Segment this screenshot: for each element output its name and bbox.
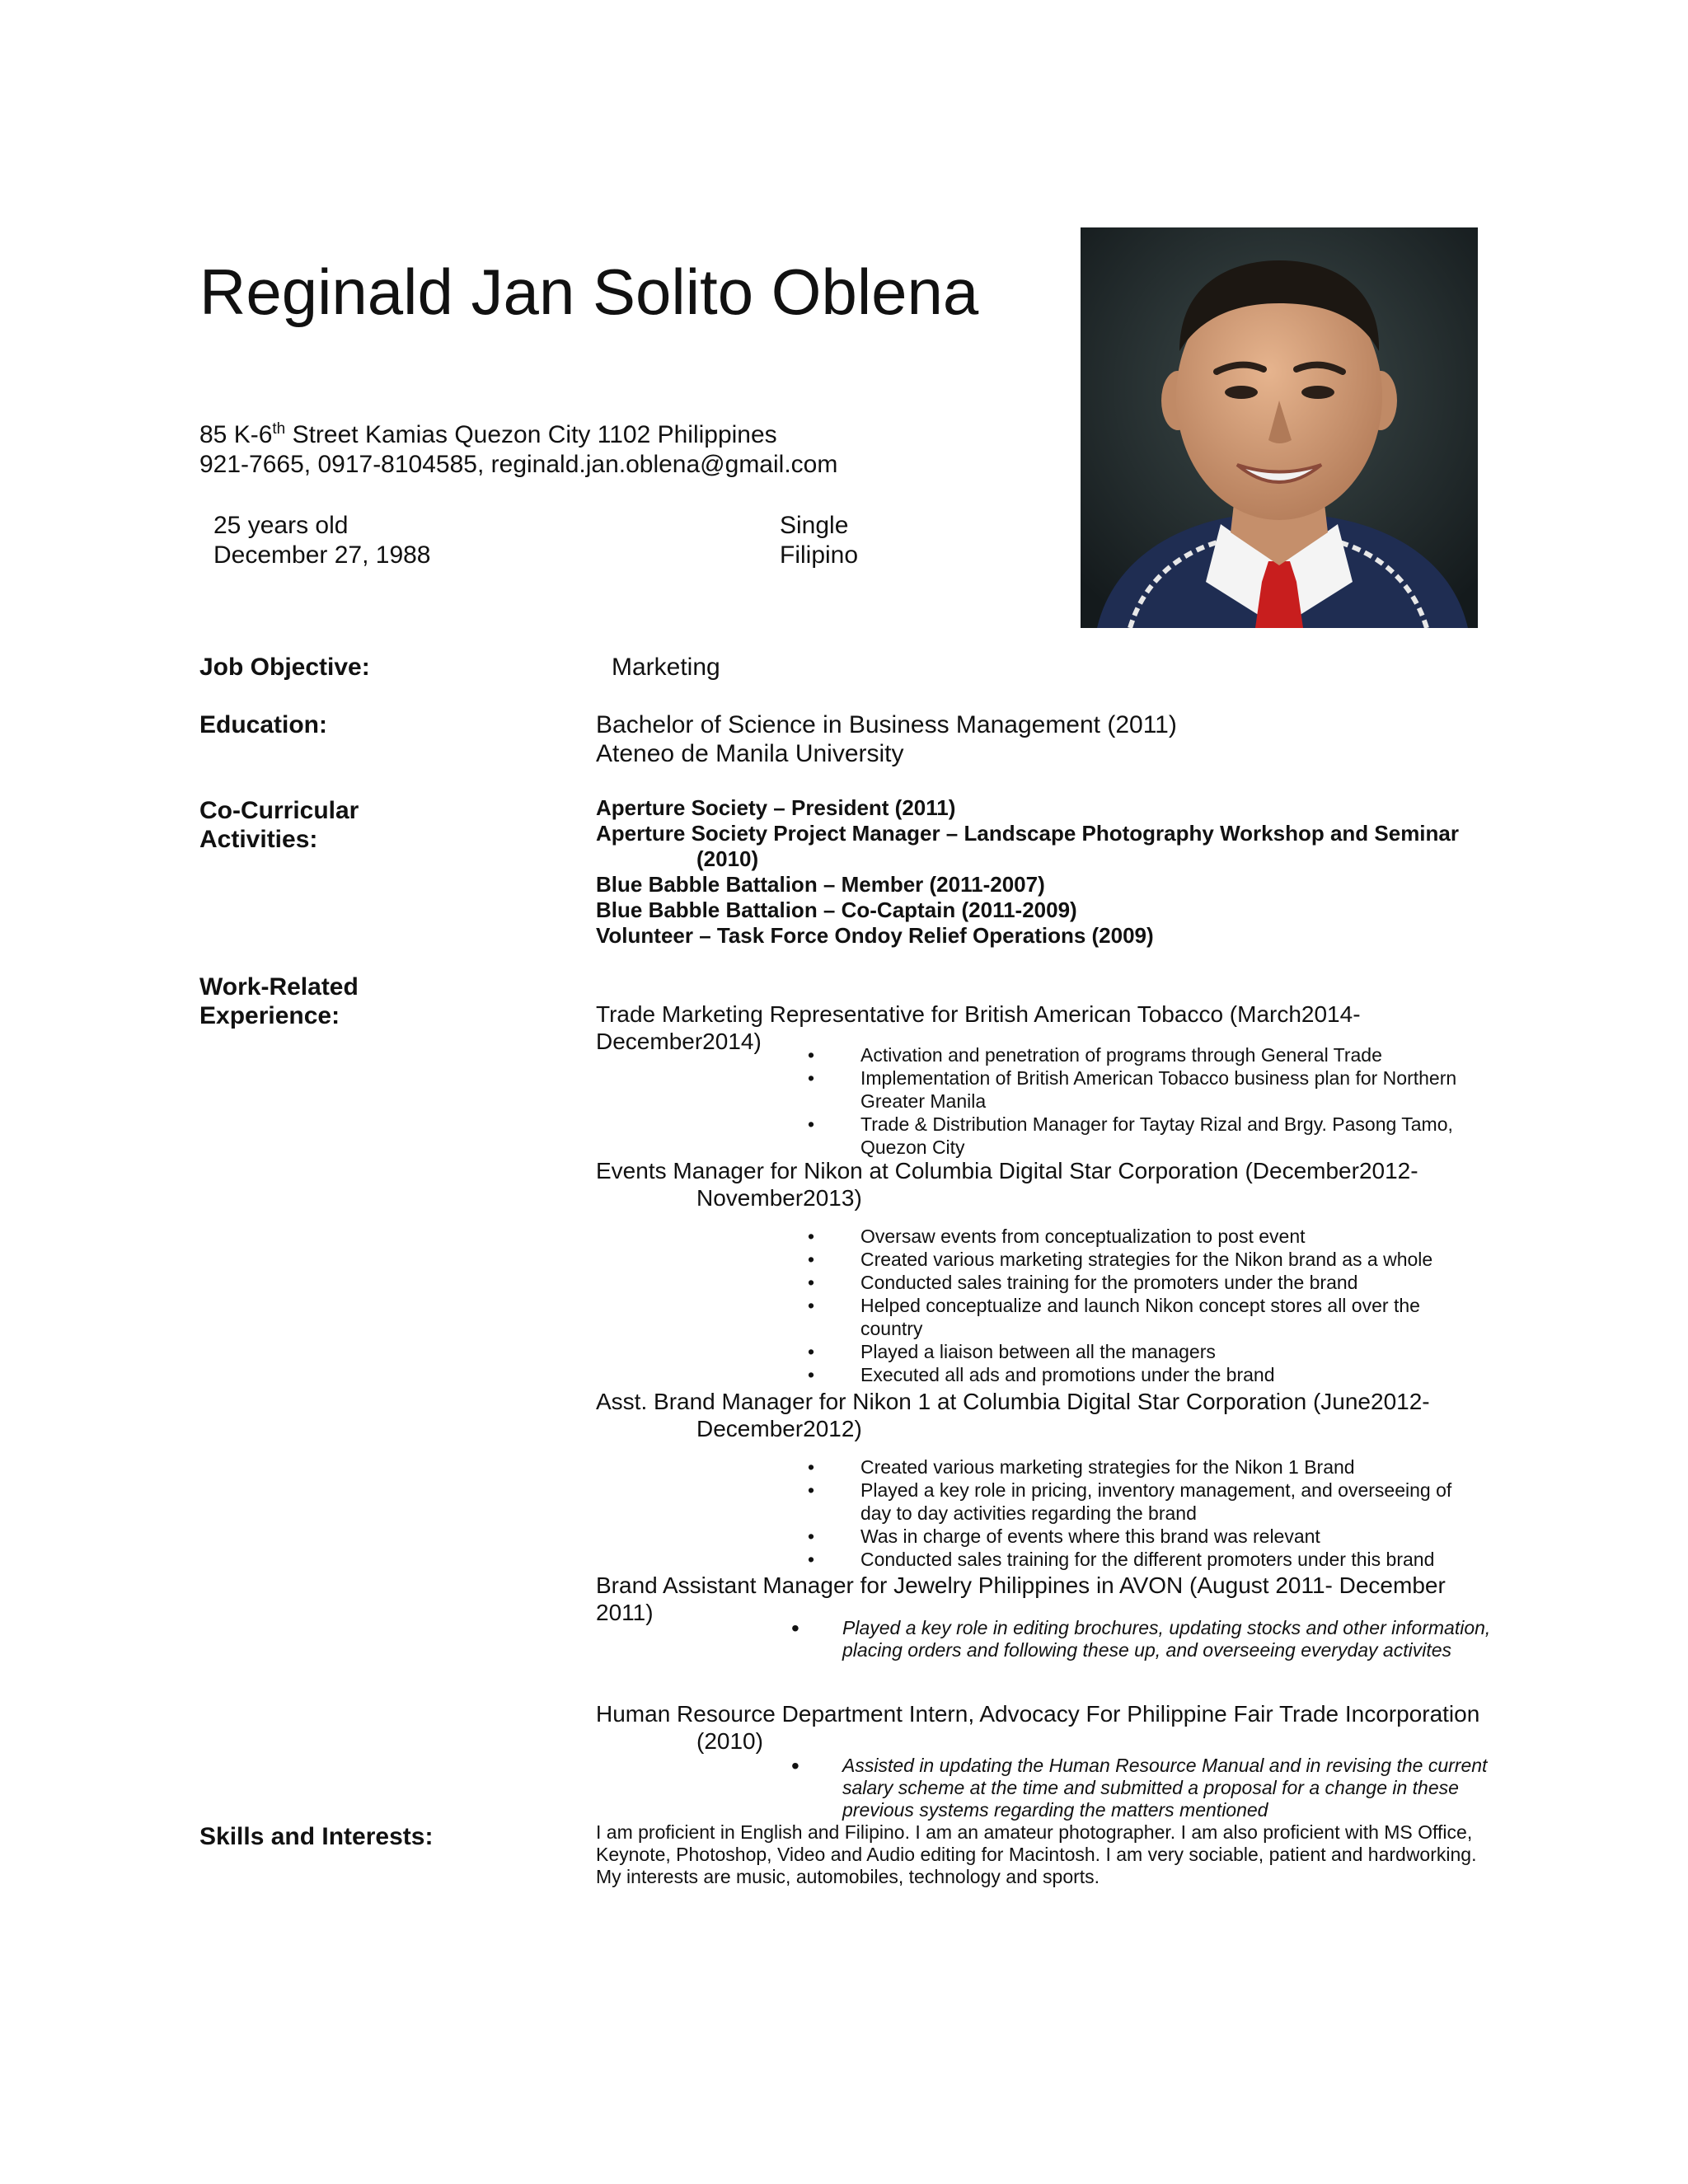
education-block (596, 710, 1177, 768)
job-bullet: • Implementation of British American Tobacco business plan for Northern Greater Manila (806, 1066, 1482, 1113)
job-bullet: • Conducted sales training for the promoters under the brand (806, 1271, 1482, 1294)
address-line: 85 K-6th Street Kamias Quezon City 1102 Philippines (199, 420, 777, 448)
job-bullet: • Oversaw events from conceptualization to post event (806, 1225, 1482, 1248)
job-objective-value: Marketing (612, 654, 720, 681)
job-bullets (806, 1455, 1482, 1571)
profile-photo (1081, 227, 1478, 628)
job-bullet: • Conducted sales training for the different promoters under this brand (806, 1548, 1482, 1571)
cocurricular-item: Aperture Society Project Manager – Landscape Photography Workshop and Seminar (596, 821, 1459, 846)
job-bullet: • Played a liaison between all the managers (806, 1340, 1482, 1363)
label-skills-interests: Skills and Interests: (199, 1823, 434, 1850)
education-school: Ateneo de Manila University (596, 740, 904, 767)
phone-email-line: 921-7665, 0917-8104585, reginald.jan.oblena@gmail.com (199, 451, 838, 478)
birthdate: December 27, 1988 (213, 541, 431, 569)
job-title: Trade Marketing Representative for British American Tobacco (March2014-December2014) (596, 1001, 1361, 1054)
education-degree: Bachelor of Science in Business Management (2011) (596, 711, 1177, 738)
cocurricular-item: Blue Babble Battalion – Co-Captain (2011-2009) (596, 898, 1077, 922)
cocurricular-list (596, 795, 1503, 949)
job-bullets (790, 1755, 1498, 1821)
label-education: Education: (199, 711, 327, 738)
job-bullet: • Assisted in updating the Human Resource Manual and in revising the current salary scheme at the time and submitted a proposal for a change in these previous systems regarding the matters mentioned (790, 1755, 1498, 1821)
job-title: Asst. Brand Manager for Nikon 1 at Columbia Digital Star Corporation (June2012- December2012) (596, 1389, 1430, 1441)
job-bullets (806, 1225, 1482, 1386)
cocurricular-item: Aperture Society – President (2011) (596, 795, 956, 820)
cocurricular-item: Blue Babble Battalion – Member (2011-2007) (596, 872, 1045, 897)
cocurricular-item-cont: (2010) (696, 846, 759, 871)
job-title: Human Resource Department Intern, Advocacy For Philippine Fair Trade Incorporation (2010) (596, 1701, 1480, 1754)
job-bullets (790, 1617, 1498, 1661)
job-bullet: • Created various marketing strategies for the Nikon 1 Brand (806, 1455, 1482, 1479)
job-bullet: • Was in charge of events where this brand was relevant (806, 1525, 1482, 1548)
personal-info-right (780, 511, 858, 570)
personal-info-left (213, 511, 431, 570)
resume-name: Reginald Jan Solito Oblena (199, 255, 979, 328)
job-bullet: • Helped conceptualize and launch Nikon concept stores all over the country (806, 1294, 1482, 1340)
civil-status: Single (780, 512, 849, 539)
label-job-objective: Job Objective: (199, 654, 370, 681)
job-bullet: • Activation and penetration of programs through General Trade (806, 1043, 1482, 1066)
label-work-experience: Work-Related Experience: (199, 973, 359, 1029)
skills-interests-text: I am proficient in English and Filipino. I am an amateur photographer. I am also proficient with MS Office, Keynote, Photoshop, Video and Audio editing for Macintosh. I am very sociable, patient and hardworking. My interests are music, automobiles, technology and sports. (596, 1821, 1477, 1887)
job-bullet: • Played a key role in pricing, inventory management, and overseeing of day to day activities regarding the brand (806, 1479, 1482, 1525)
contact-block (199, 420, 837, 480)
job-bullet: • Executed all ads and promotions under the brand (806, 1363, 1482, 1386)
nationality: Filipino (780, 541, 859, 569)
age: 25 years old (213, 512, 349, 539)
job-bullet: • Played a key role in editing brochures, updating stocks and other information, placing orders and following these up, and overseeing everyday activites (790, 1617, 1498, 1661)
job-bullets (806, 1043, 1482, 1159)
job-bullet: • Trade & Distribution Manager for Taytay Rizal and Brgy. Pasong Tamo, Quezon City (806, 1113, 1482, 1159)
job-bullet: • Created various marketing strategies for the Nikon brand as a whole (806, 1248, 1482, 1271)
job-title: Events Manager for Nikon at Columbia Digital Star Corporation (December2012- November2013) (596, 1158, 1418, 1211)
label-cocurricular: Co-Curricular Activities: (199, 797, 359, 853)
job-title: Brand Assistant Manager for Jewelry Philippines in AVON (August 2011- December 2011) (596, 1572, 1446, 1625)
cocurricular-item: Volunteer – Task Force Ondoy Relief Operations (2009) (596, 923, 1154, 948)
